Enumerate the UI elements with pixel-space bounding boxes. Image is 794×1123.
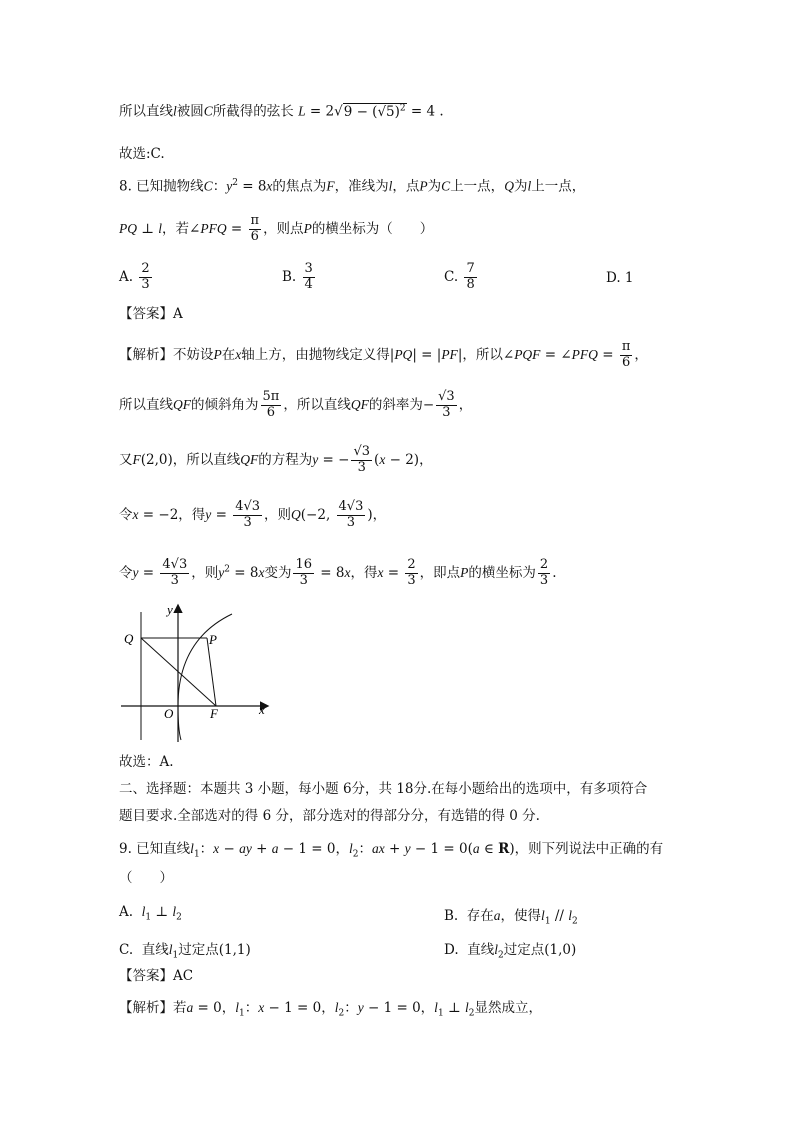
parabola-figure xyxy=(119,600,279,745)
q9-option-d: D. 直线$l_2$过定点(1,0) xyxy=(444,942,577,961)
explanation-9-line-1: 【解析】若a = 0，$l_1$：x − 1 = 0，$l_2$：y − 1 = 0，$l_1$ ⊥ $l_2$显然成立， xyxy=(119,1000,542,1019)
q8-option-a: A. $\frac{2}{3}$ xyxy=(119,261,150,292)
section-2-line-2: 题目要求.全部选对的得 6 分，部分选对的得部分分，有选错的得 0 分. xyxy=(119,808,540,824)
x-axis-label: x xyxy=(259,702,265,717)
answer-8: 【答案】A xyxy=(119,306,183,322)
question-9-line-1: 9. 已知直线$l_1$：x − ay + a − 1 = 0，$l_2$：ax + y − 1 = 0(a ∈ R)，则下列说法中正确的有 xyxy=(119,841,664,860)
answer-9: 【答案】AC xyxy=(119,968,194,984)
explanation-8-line-1: 【解析】不妨设P在x轴上方，由抛物线定义得|PQ| = |PF|，所以∠PQF = ∠PFQ = $\frac{\pi}{6}$ ， xyxy=(119,339,648,370)
question-9-line-2: （ ） xyxy=(119,870,173,886)
q9-option-b: B. 存在a，使得$l_1 // l_2$ xyxy=(444,908,578,927)
question-8-line-1: 8. 已知抛物线C：$y^2 = 8x$的焦点为F，准线为l，点P为C上一点，Q为l上一点， xyxy=(119,178,586,195)
y-axis-label: y xyxy=(167,602,173,617)
explanation-8-line-5: 令y = $\frac{4√3}{3}$ ，则$y^2 = 8x$变为 $\frac{16}{3}$ = 8x，得x = $\frac{2}{3}$ ，即点P的横坐标为 $\frac{2}{3}$ . xyxy=(119,557,557,588)
q9-option-c: C. 直线$l_1$过定点(1,1) xyxy=(119,942,251,961)
q9-option-a: A. $l_1$ ⊥ $l_2$ xyxy=(119,904,182,923)
explanation-8-line-2: 所以直线QF的倾斜角为 $\frac{5\pi}{6}$ ，所以直线QF的斜率为− $\frac{√3}{3}$ ， xyxy=(119,389,473,420)
point-q-label: Q xyxy=(124,631,134,646)
explanation-8-line-3: 又F(2,0)，所以直线QF的方程为y = − $\frac{√3}{3}$ (x − 2)， xyxy=(119,444,433,475)
q8-option-d: D. 1 xyxy=(606,270,634,286)
parabola-curve xyxy=(178,614,232,740)
chord-length-line: 所以直线l被圆C所截得的弦长 $L = 2√9 - (√5)^2 = 4$ . xyxy=(119,103,444,120)
q8-option-b: B. $\frac{3}{4}$ xyxy=(282,261,313,292)
point-f-label: F xyxy=(210,706,218,721)
choose-a: 故选：A. xyxy=(119,754,174,770)
explanation-8-line-4: 令x = −2，得y = $\frac{4√3}{3}$ ，则Q(−2, $\frac{4√3}{3}$ )， xyxy=(119,499,387,530)
section-2-line-1: 二、选择题：本题共 3 小题，每小题 6分，共 18分.在每小题给出的选项中，有多项符合 xyxy=(119,781,648,797)
point-p-label: P xyxy=(209,632,217,647)
q8-option-c: C. $\frac{7}{8}$ xyxy=(444,261,475,292)
origin-label: O xyxy=(164,706,174,721)
question-8-line-2: PQ ⊥ l，若∠PFQ = $\frac{\pi}{6}$ ，则点P的横坐标为（ ） xyxy=(119,213,434,244)
segment-pf xyxy=(207,638,216,706)
choose-c: 故选:C. xyxy=(119,146,165,162)
